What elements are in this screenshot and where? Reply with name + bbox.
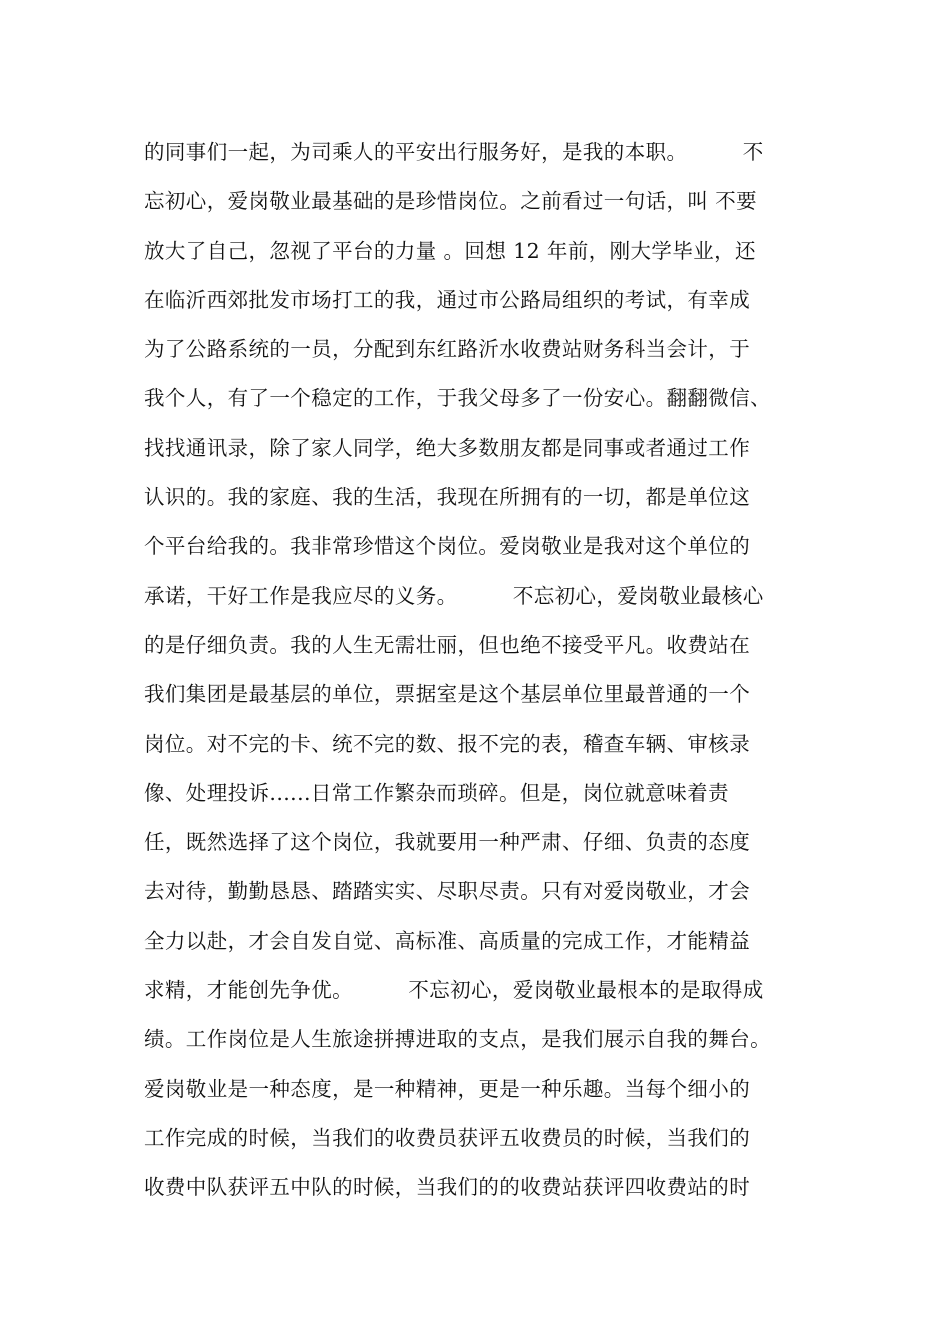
text-line: 的同事们一起，为司乘人的平安出行服务好，是我的本职。 不 [144, 140, 764, 164]
text-line: 放大了自己，忽视了平台的力量 。回想 12 年前，刚大学毕业，还 [144, 238, 756, 263]
text-line: 在临沂西郊批发市场打工的我，通过市公路局组织的考试，有幸成 [144, 287, 751, 312]
text-line: 的是仔细负责。我的人生无需壮丽，但也绝不接受平凡。收费站在 [144, 632, 751, 657]
text-line: 任，既然选择了这个岗位，我就要用一种严肃、仔细、负责的态度 [144, 830, 751, 855]
text-line: 收费中队获评五中队的时候，当我们的的收费站获评四收费站的时 [144, 1175, 751, 1200]
text-line: 求精，才能创先争优。 不忘初心，爱岗敬业最根本的是取得成 [144, 978, 764, 1003]
text-line: 爱岗敬业是一种态度，是一种精神，更是一种乐趣。当每个细小的 [144, 1076, 751, 1101]
body-text [144, 128, 834, 1213]
text-line: 工作完成的时候，当我们的收费员获评五收费员的时候，当我们的 [144, 1125, 751, 1150]
text-line: 像、处理投诉......日常工作繁杂而琐碎。但是，岗位就意味着责 [144, 780, 729, 805]
text-line: 找找通讯录，除了家人同学，绝大多数朋友都是同事或者通过工作 [144, 435, 751, 460]
text-line: 全力以赴，才会自发自觉、高标准、高质量的完成工作，才能精益 [144, 928, 751, 953]
text-line: 忘初心，爱岗敬业最基础的是珍惜岗位。之前看过一句话，叫 不要 [144, 189, 758, 214]
text-line: 承诺，干好工作是我应尽的义务。 不忘初心，爱岗敬业最核心 [144, 583, 764, 608]
text-line: 我个人，有了一个稳定的工作，于我父母多了一份安心。翻翻微信、 [144, 386, 771, 411]
text-line: 为了公路系统的一员，分配到东红路沂水收费站财务科当会计，于 [144, 337, 751, 362]
text-line: 绩。工作岗位是人生旅途拼搏进取的支点，是我们展示自我的舞台。 [144, 1027, 771, 1052]
text-line: 认识的。我的家庭、我的生活，我现在所拥有的一切，都是单位这 [144, 485, 751, 510]
text-line: 岗位。对不完的卡、统不完的数、报不完的表，稽查车辆、审核录 [144, 731, 751, 756]
text-line: 个平台给我的。我非常珍惜这个岗位。爱岗敬业是我对这个单位的 [144, 534, 751, 559]
text-line: 去对待，勤勤恳恳、踏踏实实、尽职尽责。只有对爱岗敬业，才会 [144, 879, 751, 904]
text-line: 我们集团是最基层的单位，票据室是这个基层单位里最普通的一个 [144, 682, 751, 707]
